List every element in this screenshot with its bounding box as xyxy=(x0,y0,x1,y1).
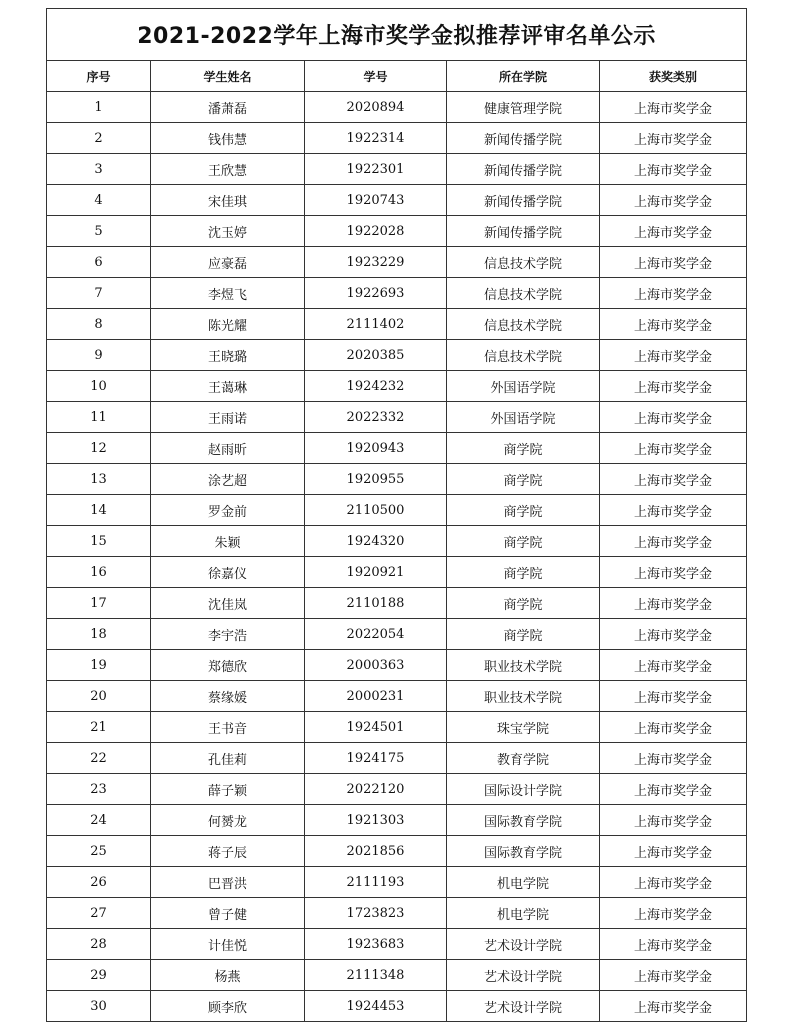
cell-index: 26 xyxy=(47,867,151,898)
cell-student-name: 何赟龙 xyxy=(151,805,305,836)
cell-index: 1 xyxy=(47,92,151,123)
cell-index: 21 xyxy=(47,712,151,743)
table-row xyxy=(47,712,747,743)
cell-college: 机电学院 xyxy=(447,867,600,898)
table-row xyxy=(47,588,747,619)
cell-college: 职业技术学院 xyxy=(447,681,600,712)
table-row xyxy=(47,960,747,991)
cell-award-type: 上海市奖学金 xyxy=(600,650,747,681)
cell-award-type: 上海市奖学金 xyxy=(600,402,747,433)
cell-index: 3 xyxy=(47,154,151,185)
cell-student-id: 1920955 xyxy=(305,464,447,495)
cell-student-name: 王书音 xyxy=(151,712,305,743)
cell-index: 8 xyxy=(47,309,151,340)
cell-student-name: 蒋子辰 xyxy=(151,836,305,867)
table-row xyxy=(47,433,747,464)
cell-student-id: 2110188 xyxy=(305,588,447,619)
cell-student-id: 1922314 xyxy=(305,123,447,154)
table-row xyxy=(47,805,747,836)
cell-award-type: 上海市奖学金 xyxy=(600,588,747,619)
cell-index: 5 xyxy=(47,216,151,247)
table-row xyxy=(47,681,747,712)
cell-index: 10 xyxy=(47,371,151,402)
cell-college: 商学院 xyxy=(447,495,600,526)
cell-index: 27 xyxy=(47,898,151,929)
cell-college: 商学院 xyxy=(447,526,600,557)
cell-student-id: 1723823 xyxy=(305,898,447,929)
cell-award-type: 上海市奖学金 xyxy=(600,774,747,805)
cell-award-type: 上海市奖学金 xyxy=(600,216,747,247)
cell-award-type: 上海市奖学金 xyxy=(600,836,747,867)
table-row xyxy=(47,309,747,340)
cell-college: 商学院 xyxy=(447,619,600,650)
cell-index: 7 xyxy=(47,278,151,309)
cell-award-type: 上海市奖学金 xyxy=(600,92,747,123)
cell-college: 外国语学院 xyxy=(447,371,600,402)
cell-student-name: 王雨诺 xyxy=(151,402,305,433)
cell-college: 国际教育学院 xyxy=(447,805,600,836)
cell-index: 30 xyxy=(47,991,151,1022)
cell-index: 17 xyxy=(47,588,151,619)
cell-award-type: 上海市奖学金 xyxy=(600,867,747,898)
cell-student-id: 1921303 xyxy=(305,805,447,836)
cell-college: 新闻传播学院 xyxy=(447,185,600,216)
table-row xyxy=(47,898,747,929)
cell-student-name: 宋佳琪 xyxy=(151,185,305,216)
table-row xyxy=(47,836,747,867)
cell-student-id: 1924232 xyxy=(305,371,447,402)
cell-student-id: 1924320 xyxy=(305,526,447,557)
cell-student-id: 1920743 xyxy=(305,185,447,216)
cell-student-name: 曾子健 xyxy=(151,898,305,929)
cell-college: 信息技术学院 xyxy=(447,340,600,371)
cell-college: 新闻传播学院 xyxy=(447,216,600,247)
cell-student-id: 2021856 xyxy=(305,836,447,867)
cell-award-type: 上海市奖学金 xyxy=(600,743,747,774)
cell-student-id: 1923683 xyxy=(305,929,447,960)
cell-index: 18 xyxy=(47,619,151,650)
cell-award-type: 上海市奖学金 xyxy=(600,805,747,836)
table-row xyxy=(47,929,747,960)
cell-award-type: 上海市奖学金 xyxy=(600,123,747,154)
cell-college: 外国语学院 xyxy=(447,402,600,433)
table-row xyxy=(47,278,747,309)
cell-student-id: 2022054 xyxy=(305,619,447,650)
cell-index: 13 xyxy=(47,464,151,495)
cell-award-type: 上海市奖学金 xyxy=(600,495,747,526)
cell-college: 信息技术学院 xyxy=(447,247,600,278)
cell-award-type: 上海市奖学金 xyxy=(600,185,747,216)
cell-award-type: 上海市奖学金 xyxy=(600,154,747,185)
cell-student-name: 徐嘉仪 xyxy=(151,557,305,588)
column-header-name: 学生姓名 xyxy=(151,61,305,92)
cell-college: 信息技术学院 xyxy=(447,278,600,309)
cell-student-name: 涂艺超 xyxy=(151,464,305,495)
cell-student-id: 1922693 xyxy=(305,278,447,309)
cell-student-id: 1923229 xyxy=(305,247,447,278)
cell-student-name: 顾李欣 xyxy=(151,991,305,1022)
cell-student-id: 2000363 xyxy=(305,650,447,681)
cell-college: 艺术设计学院 xyxy=(447,960,600,991)
cell-index: 29 xyxy=(47,960,151,991)
cell-student-name: 薛子颖 xyxy=(151,774,305,805)
header-row xyxy=(47,61,747,92)
cell-award-type: 上海市奖学金 xyxy=(600,991,747,1022)
cell-index: 15 xyxy=(47,526,151,557)
cell-index: 12 xyxy=(47,433,151,464)
cell-award-type: 上海市奖学金 xyxy=(600,371,747,402)
cell-student-name: 钱伟慧 xyxy=(151,123,305,154)
cell-student-name: 朱颖 xyxy=(151,526,305,557)
award-list-table xyxy=(46,8,747,1022)
cell-student-id: 1924175 xyxy=(305,743,447,774)
cell-student-name: 陈光耀 xyxy=(151,309,305,340)
cell-student-name: 王晓璐 xyxy=(151,340,305,371)
cell-student-id: 2020385 xyxy=(305,340,447,371)
table-row xyxy=(47,464,747,495)
cell-college: 教育学院 xyxy=(447,743,600,774)
cell-student-id: 2000231 xyxy=(305,681,447,712)
cell-student-id: 1920921 xyxy=(305,557,447,588)
cell-college: 商学院 xyxy=(447,464,600,495)
table-row xyxy=(47,650,747,681)
cell-college: 珠宝学院 xyxy=(447,712,600,743)
cell-student-name: 沈佳岚 xyxy=(151,588,305,619)
cell-index: 20 xyxy=(47,681,151,712)
cell-student-name: 罗金前 xyxy=(151,495,305,526)
cell-student-name: 王欣慧 xyxy=(151,154,305,185)
cell-award-type: 上海市奖学金 xyxy=(600,929,747,960)
cell-college: 艺术设计学院 xyxy=(447,929,600,960)
table-row xyxy=(47,774,747,805)
cell-index: 24 xyxy=(47,805,151,836)
cell-student-id: 2111193 xyxy=(305,867,447,898)
cell-award-type: 上海市奖学金 xyxy=(600,681,747,712)
cell-student-id: 1922028 xyxy=(305,216,447,247)
cell-award-type: 上海市奖学金 xyxy=(600,557,747,588)
cell-award-type: 上海市奖学金 xyxy=(600,712,747,743)
column-header-college: 所在学院 xyxy=(447,61,600,92)
cell-index: 6 xyxy=(47,247,151,278)
cell-student-id: 2111402 xyxy=(305,309,447,340)
column-header-award: 获奖类别 xyxy=(600,61,747,92)
cell-award-type: 上海市奖学金 xyxy=(600,309,747,340)
cell-index: 14 xyxy=(47,495,151,526)
table-row xyxy=(47,216,747,247)
cell-student-name: 李煜飞 xyxy=(151,278,305,309)
cell-award-type: 上海市奖学金 xyxy=(600,464,747,495)
cell-student-id: 1924501 xyxy=(305,712,447,743)
table-row xyxy=(47,371,747,402)
table-row xyxy=(47,495,747,526)
table-row xyxy=(47,867,747,898)
cell-index: 22 xyxy=(47,743,151,774)
cell-student-name: 李宇浩 xyxy=(151,619,305,650)
cell-college: 商学院 xyxy=(447,588,600,619)
column-header-index: 序号 xyxy=(47,61,151,92)
cell-award-type: 上海市奖学金 xyxy=(600,247,747,278)
cell-college: 国际设计学院 xyxy=(447,774,600,805)
cell-index: 23 xyxy=(47,774,151,805)
document-title: 2021-2022学年上海市奖学金拟推荐评审名单公示 xyxy=(47,9,747,61)
cell-student-name: 郑德欣 xyxy=(151,650,305,681)
cell-index: 28 xyxy=(47,929,151,960)
cell-student-id: 1920943 xyxy=(305,433,447,464)
table-row xyxy=(47,123,747,154)
cell-college: 机电学院 xyxy=(447,898,600,929)
cell-student-name: 赵雨昕 xyxy=(151,433,305,464)
cell-student-name: 应豪磊 xyxy=(151,247,305,278)
cell-index: 2 xyxy=(47,123,151,154)
cell-college: 健康管理学院 xyxy=(447,92,600,123)
cell-college: 职业技术学院 xyxy=(447,650,600,681)
cell-student-name: 巴晋洪 xyxy=(151,867,305,898)
cell-student-id: 2022332 xyxy=(305,402,447,433)
cell-award-type: 上海市奖学金 xyxy=(600,619,747,650)
cell-index: 16 xyxy=(47,557,151,588)
cell-college: 信息技术学院 xyxy=(447,309,600,340)
cell-student-name: 孔佳莉 xyxy=(151,743,305,774)
cell-award-type: 上海市奖学金 xyxy=(600,340,747,371)
cell-award-type: 上海市奖学金 xyxy=(600,898,747,929)
cell-student-id: 1922301 xyxy=(305,154,447,185)
table-row xyxy=(47,557,747,588)
cell-college: 商学院 xyxy=(447,433,600,464)
cell-student-id: 2111348 xyxy=(305,960,447,991)
table-row xyxy=(47,92,747,123)
cell-college: 国际教育学院 xyxy=(447,836,600,867)
table-row xyxy=(47,619,747,650)
cell-index: 9 xyxy=(47,340,151,371)
cell-index: 4 xyxy=(47,185,151,216)
cell-student-name: 计佳悦 xyxy=(151,929,305,960)
title-row xyxy=(47,9,747,61)
cell-student-name: 王蔼琳 xyxy=(151,371,305,402)
table-row xyxy=(47,340,747,371)
cell-student-id: 2022120 xyxy=(305,774,447,805)
cell-student-name: 蔡缘媛 xyxy=(151,681,305,712)
cell-student-id: 1924453 xyxy=(305,991,447,1022)
table-row xyxy=(47,991,747,1022)
cell-award-type: 上海市奖学金 xyxy=(600,278,747,309)
table-row xyxy=(47,154,747,185)
cell-award-type: 上海市奖学金 xyxy=(600,433,747,464)
table-row xyxy=(47,743,747,774)
cell-student-name: 杨燕 xyxy=(151,960,305,991)
cell-student-name: 沈玉婷 xyxy=(151,216,305,247)
cell-college: 艺术设计学院 xyxy=(447,991,600,1022)
cell-student-id: 2110500 xyxy=(305,495,447,526)
cell-student-name: 潘萧磊 xyxy=(151,92,305,123)
table-row xyxy=(47,526,747,557)
cell-student-id: 2020894 xyxy=(305,92,447,123)
cell-index: 11 xyxy=(47,402,151,433)
column-header-student-id: 学号 xyxy=(305,61,447,92)
cell-college: 商学院 xyxy=(447,557,600,588)
cell-award-type: 上海市奖学金 xyxy=(600,526,747,557)
cell-index: 19 xyxy=(47,650,151,681)
table-row xyxy=(47,402,747,433)
cell-index: 25 xyxy=(47,836,151,867)
cell-award-type: 上海市奖学金 xyxy=(600,960,747,991)
table-row xyxy=(47,247,747,278)
table-row xyxy=(47,185,747,216)
cell-college: 新闻传播学院 xyxy=(447,154,600,185)
cell-college: 新闻传播学院 xyxy=(447,123,600,154)
